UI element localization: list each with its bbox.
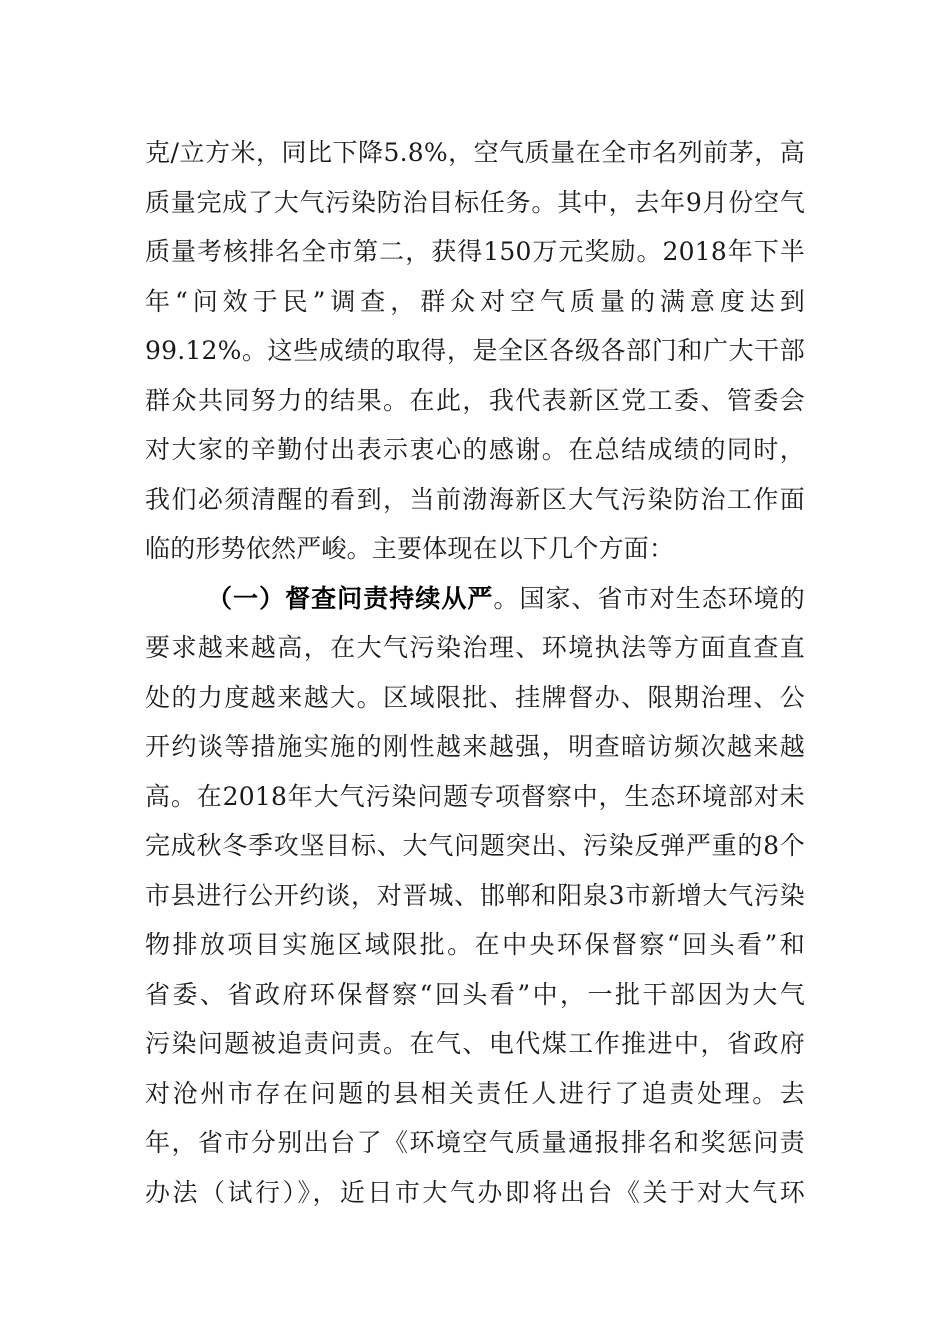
body-line: 要求越来越高，在大气污染治理、环境执法等方面直查直 bbox=[145, 633, 805, 662]
body-line: 开约谈等措施实施的刚性越来越强，明查暗访频次越来越 bbox=[145, 732, 805, 761]
section-first-line-text: 。国家、省市对生态环境的 bbox=[493, 583, 806, 613]
body-line: 处的力度越来越大。区域限批、挂牌督办、限期治理、公 bbox=[145, 682, 805, 712]
body-line: 质量完成了大气污染防治目标任务。其中，去年9月份空气 bbox=[145, 187, 805, 217]
body-line: 对大家的辛勤付出表示衷心的感谢。在总结成绩的同时， bbox=[145, 435, 805, 464]
section-heading: （一）督查问责持续从严 bbox=[207, 583, 494, 613]
body-line: 办法（试行）》，近日市大气办即将出台《关于对大气环 bbox=[145, 1177, 805, 1207]
body-line: 对沧州市存在问题的县相关责任人进行了追责处理。去 bbox=[145, 1078, 805, 1108]
body-line: 克/立方米，同比下降5.8%，空气质量在全市名列前茅，高 bbox=[145, 138, 805, 167]
body-line: 99.12%。这些成绩的取得，是全区各级各部门和广大干部 bbox=[145, 336, 805, 365]
body-line: 临的形势依然严峻。主要体现在以下几个方面： bbox=[145, 534, 675, 563]
body-line: 高。在2018年大气污染问题专项督察中，生态环境部对未 bbox=[145, 781, 805, 811]
body-line: 我们必须清醒的看到，当前渤海新区大气污染防治工作面 bbox=[145, 484, 805, 514]
body-line: 污染问题被追责问责。在气、电代煤工作推进中，省政府 bbox=[145, 1029, 805, 1058]
section-first-line bbox=[145, 574, 805, 624]
body-line: 质量考核排名全市第二，获得150万元奖励。2018年下半 bbox=[145, 237, 805, 266]
body-line: 群众共同努力的结果。在此，我代表新区党工委、管委会 bbox=[145, 385, 805, 415]
document-body bbox=[145, 128, 805, 1217]
body-line: 年，省市分别出台了《环境空气质量通报排名和奖惩问责 bbox=[145, 1128, 805, 1157]
body-line: 年“问效于民”调查，群众对空气质量的满意度达到 bbox=[145, 286, 805, 316]
body-line: 省委、省政府环保督察“回头看”中，一批干部因为大气 bbox=[145, 979, 805, 1009]
body-line: 市县进行公开约谈，对晋城、邯郸和阳泉3市新增大气污染 bbox=[145, 880, 805, 910]
body-line: 物排放项目实施区域限批。在中央环保督察“回头看”和 bbox=[145, 930, 805, 959]
body-line: 完成秋冬季攻坚目标、大气问题突出、污染反弹严重的8个 bbox=[145, 831, 805, 860]
